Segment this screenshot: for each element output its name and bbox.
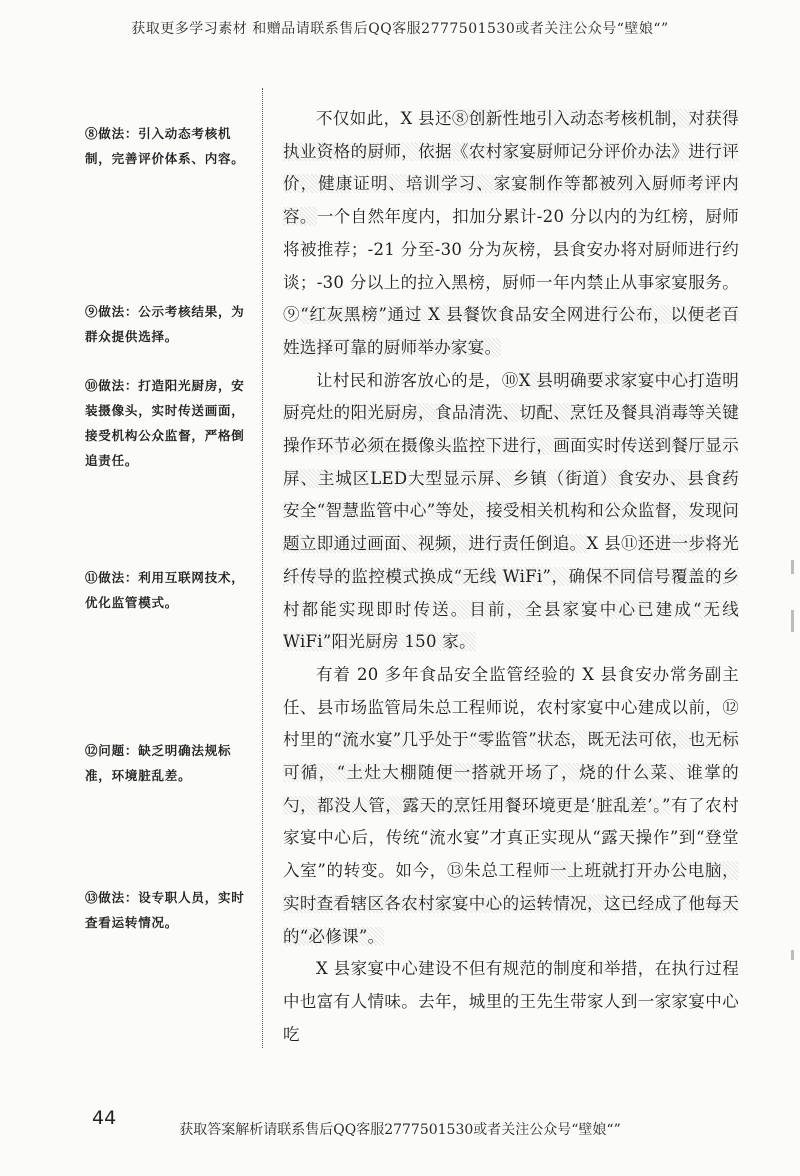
page-footer-banner: 获取答案解析请联系售后QQ客服2777501530或者关注公众号“壁娘“” bbox=[179, 1122, 621, 1138]
margin-note-8: ⑧做法：引入动态考核机制，完善评价体系、内容。 bbox=[85, 126, 245, 166]
highlighted-text: “红灰黑榜”通过 X 县餐饮食品安全网进行公布，以便老百姓选择可靠的厨师举办家宴。 bbox=[283, 305, 739, 357]
highlighted-text: X 县明确要求家宴中心打造明厨亮灶的阳光厨房，食品清洗、切配、烹饪及餐具消毒等关键操作环节必须在摄像头监控下进行，画面实时传送到餐厅显示屏、主城区LED大型显示屏、乡镇（街道）食安办、县食药安全“智慧监管中心”等处，接受相关机构和公众监督，发现问题立即通过画面、视频，进行责任倒追。 bbox=[283, 370, 739, 554]
margin-note-13: ⑬做法：设专职人员，实时查看运转情况。 bbox=[85, 890, 245, 930]
text-run: X 县⑪ bbox=[586, 534, 638, 554]
paragraph bbox=[283, 953, 739, 1051]
text-run: 让村民和游客放心的是，⑩ bbox=[316, 370, 519, 390]
paragraph bbox=[283, 659, 739, 953]
page-header-banner: 获取更多学习素材 和赠品请联系售后QQ客服2777501530或者关注公众号“壁娘“” bbox=[131, 21, 669, 37]
main-text-column bbox=[283, 103, 739, 1051]
margin-note-12: ⑫问题：缺乏明确法规标准，环境脏乱差。 bbox=[85, 743, 232, 783]
highlighted-text: 一上班就打开办公电脑，实时查看辖区各农村家宴中心的运转情况，这已经成了他每天的“必修课”。 bbox=[283, 861, 739, 946]
margin-note-9: ⑨做法：公示考核结果，为群众提供选择。 bbox=[85, 304, 245, 344]
margin-note-10: ⑩做法：打造阳光厨房，安装摄像头，实时传送画面，接受机构公众监督，严格倒追责任。 bbox=[85, 378, 245, 468]
text-run: 有了农村家宴中心后，传统“流水宴”才真正实现从“露天操作”到“登堂入室”的转变。如今，⑬朱总工程师 bbox=[283, 795, 739, 881]
paragraph bbox=[283, 103, 739, 365]
scan-artifact bbox=[791, 950, 794, 960]
text-run: 不仅如此，X 县还 bbox=[316, 109, 452, 128]
margin-note-11: ⑪做法：利用互联网技术，优化监管模式。 bbox=[85, 570, 245, 610]
scan-artifact bbox=[791, 610, 794, 632]
highlighted-text: ⑧创新性地引入动态考核机制，对获得执业资格的厨师，依据《农村家宴厨师记分评价办法》进行评价，健康证明、培训学习、家宴制作等都被列入厨师考评内容。 bbox=[283, 109, 739, 227]
paragraph bbox=[283, 365, 739, 659]
column-divider bbox=[262, 88, 263, 1048]
text-run: X 县家宴中心建设不但有规范的制度和举措，在执行过程中也富有人情味。去年，城里的王先生带家人到一家家宴中心吃 bbox=[283, 959, 739, 1044]
highlighted-text: 的“流水宴”几乎处于“零监管”状态，既无法可依，也无标可循，“土灶大棚随便一搭就开场了，烧的什么菜、谁掌的勺，都没人管，露天的烹饪用餐环境更是‘脏乱差’。” bbox=[283, 730, 740, 815]
text-run: 有着 20 多年食品安全监管经验的 X 县食安办常务副主任、县市场监管局朱总工程师说，农村家宴中心建成以前，⑫村里 bbox=[283, 664, 739, 750]
scan-artifact bbox=[791, 560, 794, 574]
page-number: 44 bbox=[92, 1107, 117, 1129]
text-run: 一个自然年度内，扣加分累计-20 分以内的为红榜，厨师将被推荐；-21 分至-30 分为灰榜，县食安办将对厨师进行约谈；-30 分以上的拉入黑榜，厨师一年内禁止从事家宴服务。⑨ bbox=[283, 207, 739, 325]
highlighted-text: 还进一步将光纤传导的监控模式换成“无线 WiFi”，确保不同信号覆盖的乡村都能实现即时传送。目前，全县家宴中心已建成“无线 WiFi”阳光厨房 150 家。 bbox=[283, 534, 739, 652]
